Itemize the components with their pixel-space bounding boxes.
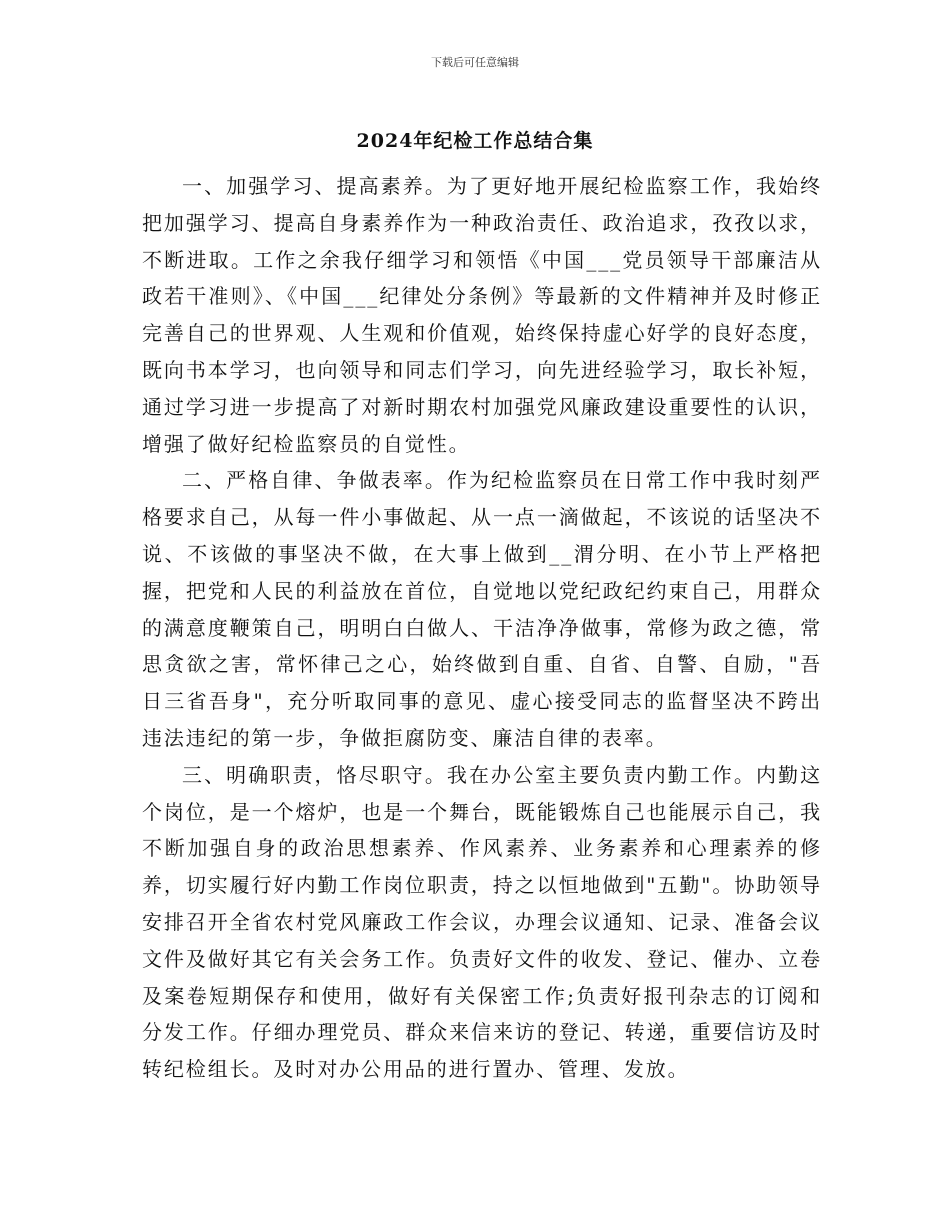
- paragraph-duties: 三、明确职责，恪尽职守。我在办公室主要负责内勤工作。内勤这个岗位，是一个熔炉，也是一个舞台，既能锻炼自己也能展示自己，我不断加强自身的政治思想素养、作风素养、业务素养和心理素养的修养，切实履行好内勤工作岗位职责，持之以恒地做到"五勤"。协助领导安排召开全省农村党风廉政工作会议，办理会议通知、记录、准备会议文件及做好其它有关会务工作。负责好文件的收发、登记、催办、立卷及案卷短期保存和使用，做好有关保密工作;负责好报刊杂志的订阅和分发工作。仔细办理党员、群众来信来访的登记、转递，重要信访及时转纪检组长。及时对办公用品的进行置办、管理、发放。: [142, 762, 822, 1082]
- paragraph-self-discipline: 二、严格自律、争做表率。作为纪检监察员在日常工作中我时刻严格要求自己，从每一件小事做起、从一点一滴做起，不该说的话坚决不说、不该做的事坚决不做，在大事上做到__渭分明、在小节上严格把握，把党和人民的利益放在首位，自觉地以党纪政纪约束自己，用群众的满意度鞭策自己，明明白白做人、干洁净净做事，常修为政之德，常思贪欲之害，常怀律己之心，始终做到自重、自省、自警、自励，"吾日三省吾身"，充分听取同事的意见、虚心接受同志的监督坚决不跨出违法违纪的第一步，争做拒腐防变、廉洁自律的表率。: [142, 468, 822, 750]
- document-body: [142, 168, 822, 1088]
- page-header-note: 下载后可任意编辑: [431, 56, 519, 69]
- document-title: 2024年纪检工作总结合集: [356, 130, 594, 152]
- paragraph-study: 一、加强学习、提高素养。为了更好地开展纪检监察工作，我始终把加强学习、提高自身素养作为一种政治责任、政治追求，孜孜以求，不断进取。工作之余我仔细学习和领悟《中国___党员领导干部廉洁从政若干准则》、《中国___纪律处分条例》等最新的文件精神并及时修正完善自己的世界观、人生观和价值观，始终保持虚心好学的良好态度，既向书本学习，也向领导和同志们学习，向先进经验学习，取长补短，通过学习进一步提高了对新时期农村加强党风廉政建设重要性的认识，增强了做好纪检监察员的自觉性。: [142, 174, 822, 456]
